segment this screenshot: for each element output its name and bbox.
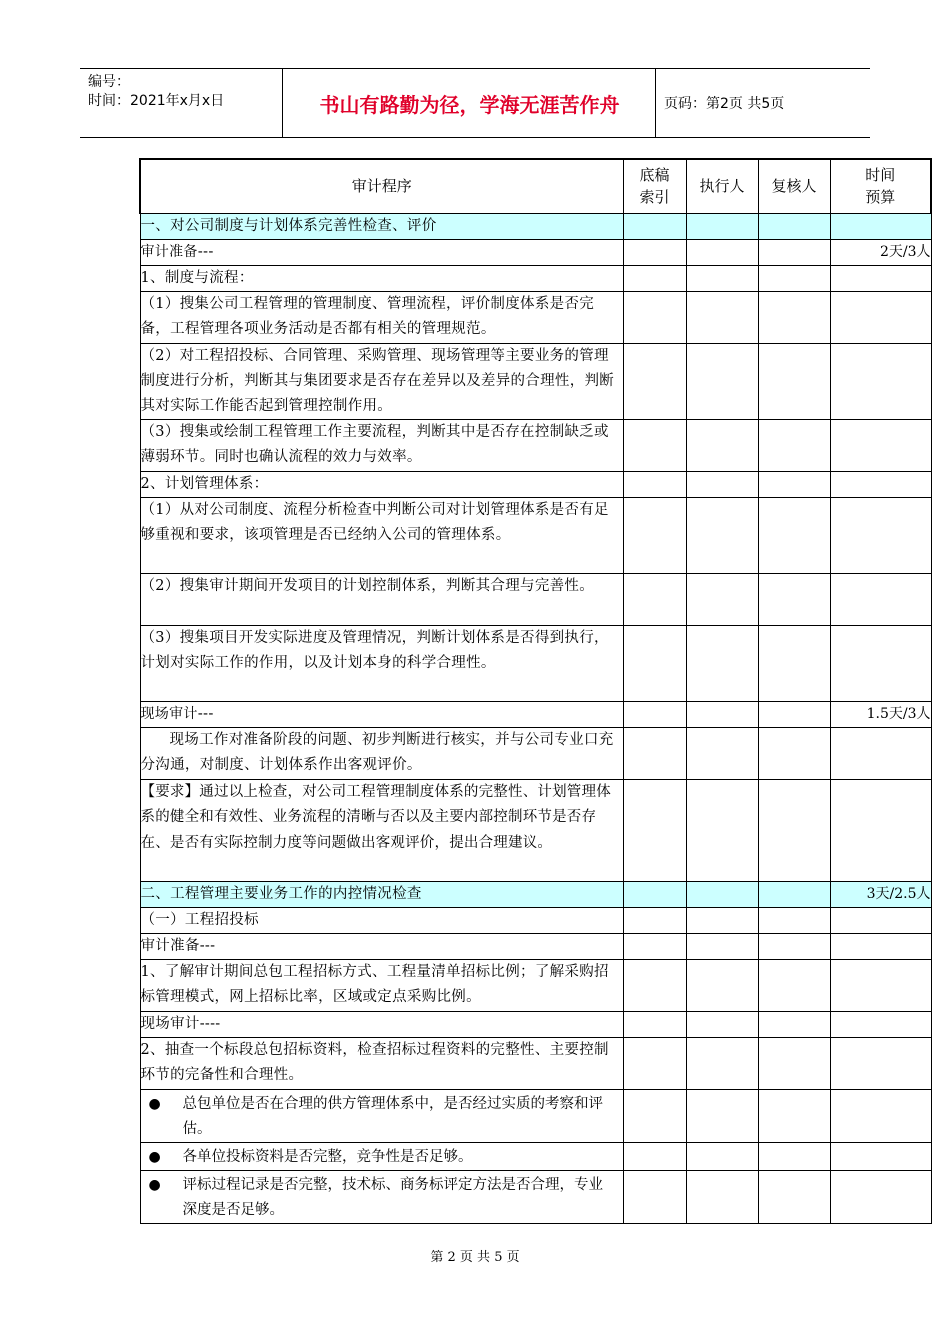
time-budget-cell (830, 471, 931, 497)
column-header-procedure: 审计程序 (140, 159, 623, 213)
bullet-item (140, 1142, 623, 1170)
time-budget-cell (830, 1037, 931, 1089)
table-row (140, 1089, 931, 1142)
procedure-text: 2、计划管理体系： (140, 471, 623, 497)
bullet-item (140, 1170, 623, 1223)
table-row (140, 239, 931, 265)
header-motto: 书山有路勤为径，学海无涯苦作舟 (284, 69, 656, 137)
procedure-text: （3）搜集项目开发实际进度及管理情况，判断计划体系是否得到执行，计划对实际工作的作用，以及计划本身的科学合理性。 (140, 625, 623, 701)
procedure-text: （2）对工程招投标、合同管理、采购管理、现场管理等主要业务的管理制度进行分析，判断其与集团要求是否存在差异以及差异的合理性，判断其对实际工作能否起到管理控制作用。 (140, 343, 623, 419)
bullet-text: 评标过程记录是否完整，技术标、商务标评定方法是否合理，专业深度是否足够。 (182, 1176, 603, 1218)
table-row (140, 701, 931, 727)
table-row (140, 497, 931, 573)
table-row (140, 1011, 931, 1037)
bullet-text: 各单位投标资料是否完整，竞争性是否足够。 (182, 1148, 473, 1165)
table-row (140, 1142, 931, 1170)
bullet-icon: ● (148, 1176, 161, 1193)
procedure-text: 1、制度与流程： (140, 265, 623, 291)
table-row (140, 213, 931, 239)
time-budget-cell: 1.5天/3人 (830, 701, 931, 727)
table-row (140, 1170, 931, 1223)
procedure-text: 现场工作对准备阶段的问题、初步判断进行核实，并与公司专业口充分沟通，对制度、计划体系作出客观评价。 (140, 727, 623, 779)
time-budget-cell (830, 1089, 931, 1142)
time-budget-cell (830, 213, 931, 239)
time-budget-cell: 2天/3人 (830, 239, 931, 265)
column-header-time-budget (830, 159, 931, 213)
phase-title: 现场审计---- (140, 1011, 623, 1037)
bullet-icon: ● (148, 1148, 161, 1165)
section-title: 二、工程管理主要业务工作的内控情况检查 (140, 881, 623, 907)
document-number-label: 编号： (88, 74, 130, 90)
procedure-text: （1）从对公司制度、流程分析检查中判断公司对计划管理体系是否有足够重视和要求，该项管理是否已经纳入公司的管理体系。 (140, 497, 623, 573)
document-time-label: 时间：2021年x月x日 (88, 93, 225, 109)
bullet-text: 总包单位是否在合理的供方管理体系中，是否经过实质的考察和评估。 (182, 1095, 603, 1137)
page-header (80, 68, 870, 138)
time-budget-cell (830, 1142, 931, 1170)
audit-program-table (139, 158, 932, 1224)
procedure-text: （3）搜集或绘制工程管理工作主要流程，判断其中是否存在控制缺乏或薄弱环节。同时也确认流程的效力与效率。 (140, 419, 623, 471)
table-row (140, 265, 931, 291)
time-budget-cell (830, 1011, 931, 1037)
column-header-reviewer: 复核人 (758, 159, 830, 213)
requirement-text: 【要求】通过以上检查，对公司工程管理制度体系的完整性、计划管理体系的健全和有效性、业务流程的清晰与否以及主要内部控制环节是否存在、是否有实际控制力度等问题做出客观评价，提出合理建议。 (140, 779, 623, 881)
procedure-text: 1、了解审计期间总包工程招标方式、工程量清单招标比例；了解采购招标管理模式，网上招标比率，区域或定点采购比例。 (140, 959, 623, 1011)
time-budget-cell (830, 265, 931, 291)
time-budget-cell (830, 497, 931, 573)
time-budget-cell (830, 419, 931, 471)
bullet-icon: ● (148, 1095, 161, 1112)
time-budget-cell (830, 343, 931, 419)
time-budget-cell (830, 933, 931, 959)
procedure-text: 2、抽查一个标段总包招标资料，检查招标过程资料的完整性、主要控制环节的完备性和合理性。 (140, 1037, 623, 1089)
table-row (140, 779, 931, 881)
time-budget-cell (830, 625, 931, 701)
column-header-index-text: 底稿 索引 (639, 166, 670, 207)
table-row (140, 343, 931, 419)
table-row (140, 419, 931, 471)
time-budget-cell: 3天/2.5人 (830, 881, 931, 907)
procedure-text: （2）搜集审计期间开发项目的计划控制体系，判断其合理与完善性。 (140, 573, 623, 625)
table-row (140, 959, 931, 1011)
table-row (140, 573, 931, 625)
page-footer: 第 2 页 共 5 页 (430, 1250, 520, 1265)
time-budget-cell (830, 727, 931, 779)
time-budget-cell (830, 573, 931, 625)
time-budget-cell (830, 779, 931, 881)
table-row (140, 625, 931, 701)
table-row (140, 291, 931, 343)
time-budget-cell (830, 1170, 931, 1223)
table-row (140, 471, 931, 497)
header-meta (80, 69, 283, 137)
procedure-text: （1）搜集公司工程管理的管理制度、管理流程，评价制度体系是否完备，工程管理各项业务活动是否都有相关的管理规范。 (140, 291, 623, 343)
phase-title: 现场审计--- (140, 701, 623, 727)
column-header-index (623, 159, 686, 213)
subsection-title: （一）工程招投标 (140, 907, 623, 933)
bullet-item (140, 1089, 623, 1142)
phase-title: 审计准备--- (140, 239, 623, 265)
table-header-row (140, 159, 931, 213)
time-budget-cell (830, 959, 931, 1011)
time-budget-cell (830, 291, 931, 343)
phase-title: 审计准备--- (140, 933, 623, 959)
table-row (140, 933, 931, 959)
column-header-executor: 执行人 (686, 159, 758, 213)
time-budget-cell (830, 907, 931, 933)
section-title: 一、对公司制度与计划体系完善性检查、评价 (140, 213, 623, 239)
header-page-number: 页码：第2页 共5页 (664, 96, 785, 112)
table-row (140, 1037, 931, 1089)
column-header-time-budget-text: 时间 预算 (865, 166, 896, 207)
table-row (140, 881, 931, 907)
table-row (140, 907, 931, 933)
table-row (140, 727, 931, 779)
